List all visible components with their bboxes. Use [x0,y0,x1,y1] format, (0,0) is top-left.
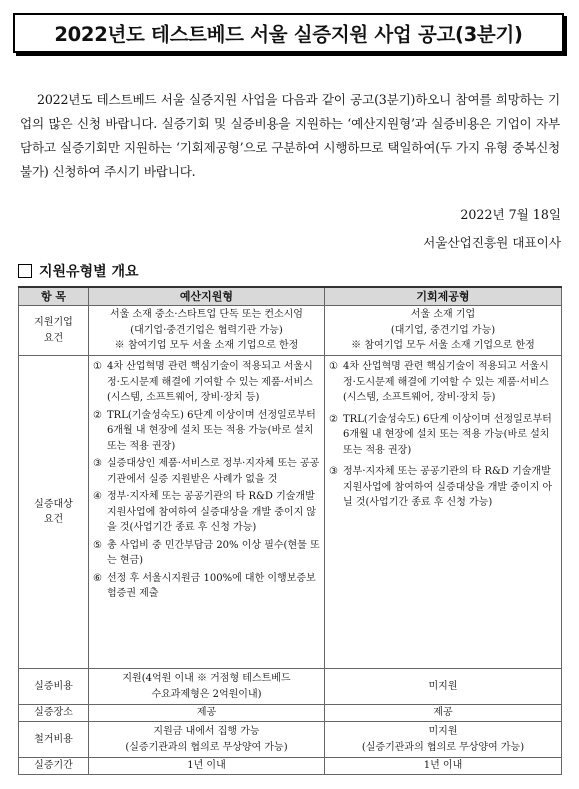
row-label-target: 실증대상 요건 [19,356,89,669]
table-row-place [19,705,562,722]
cell-opportunity-period: 1년 이내 [325,758,562,775]
intro-paragraph: 2022년도 테스트베드 서울 실증지원 사업을 다음과 같이 공고(3분기)하오니 참여를 희망하는 기업의 많은 신청 바랍니다. 실증기회 및 실증비용을 지원하는 ‘예산지원형’과 실증비용은 기업이 자부담하고 실증기회만 지원하는 ‘기회제공형’으로 구분하여 시행하므로 택일하여(두 가지 유형 중복신청 불가) 신청하여 주시기 바랍니다. [20,92,560,179]
cell-opportunity-place: 제공 [325,705,562,722]
announcement-date: 2022년 7월 18일 [460,207,561,222]
table-row-target [19,356,562,669]
table-row-eligibility [19,306,562,356]
header-budget: 예산지원형 [89,287,325,306]
section-title: 지원유형별 개요 [39,264,139,280]
table-row-removal [19,722,562,758]
cell-opportunity-target [325,356,562,669]
cell-budget-period: 1년 이내 [89,758,325,775]
signer: 서울산업진흥원 대표이사 [423,235,561,250]
row-label-removal: 철거비용 [19,722,89,758]
support-type-table [18,286,562,775]
list-item: ⑤ 총 사업비 중 민간부담금 20% 이상 필수(현물 또는 현금) [93,539,320,566]
list-item: ③ 정부·지자체 또는 공공기관의 타 R&D 기술개발 지원사업에 참여하여 실증대상을 개발 중이지 아닐 것(사업기간 종료 후 신청 가능) [329,466,553,508]
section-heading [18,261,139,281]
checkbox-icon [18,264,32,278]
list-item: ⑥ 선정 후 서울시지원금 100%에 대한 이행보증보험증권 제출 [93,572,316,599]
header-opportunity: 기회제공형 [325,287,562,306]
table-header-row [19,287,562,306]
cell-opportunity-eligibility: 서울 소재 기업 (대기업, 중견기업 가능) ※ 참여기업 모두 서울 소재 기업으로 한정 [325,306,562,356]
list-item: ① 4차 산업혁명 관련 핵심기술이 적용되고 서울시정·도시문제 해결에 기여할 수 있는 제품·서비스(시스템, 소프트웨어, 장비·장치 등) [93,361,313,403]
list-item: ③ 실증대상인 제품·서비스로 정부·지자체 또는 공공기관에서 실증 지원받은 사례가 없을 것 [93,458,320,485]
table-row-period [19,758,562,775]
title-box [13,13,564,53]
row-label-cost: 실증비용 [19,669,89,705]
table-row-cost [19,669,562,705]
cell-budget-removal: 지원금 내에서 집행 가능 (실증기관과의 협의로 무상양여 가능) [89,722,325,758]
list-item: ① 4차 산업혁명 관련 핵심기술이 적용되고 서울시정·도시문제 해결에 기여할 수 있는 제품·서비스(시스템, 소프트웨어, 장비·장치 등) [329,361,549,403]
row-label-eligibility: 지원기업 요건 [19,306,89,356]
list-item: ② TRL(기술성숙도) 6단계 이상이며 선정일로부터 6개월 내 현장에 설치 또는 적용 가능(바로 설치 또는 적용 권장) [329,413,552,456]
list-item: ④ 정부·지자체 또는 공공기관의 타 R&D 기술개발 지원사업에 참여하여 실증대상을 개발 중이지 않을 것(사업기간 종료 후 신청 가능) [93,491,317,533]
cell-budget-cost: 지원(4억원 이내 ※ 거점형 테스트베드 수요과제형은 2억원이내) [89,669,325,705]
cell-opportunity-removal: 미지원 (실증기관과의 협의로 무상양여 가능) [325,722,562,758]
cell-opportunity-cost: 미지원 [325,669,562,705]
cell-budget-target [89,356,325,669]
list-item: ② TRL(기술성숙도) 6단계 이상이며 선정일로부터 6개월 내 현장에 설치 또는 적용 가능(바로 설치 또는 적용 권장) [93,409,316,452]
cell-budget-place: 제공 [89,705,325,722]
row-label-place: 실증장소 [19,705,89,722]
row-label-period: 실증기간 [19,758,89,775]
header-item: 항 목 [19,287,89,306]
page-title: 2022년도 테스트베드 서울 실증지원 사업 공고(3분기) [54,23,523,46]
cell-budget-eligibility: 서울 소재 중소·스타트업 단독 또는 컨소시엄 (대기업·중견기업은 협력기관 가능) ※ 참여기업 모두 서울 소재 기업으로 한정 [89,306,325,356]
